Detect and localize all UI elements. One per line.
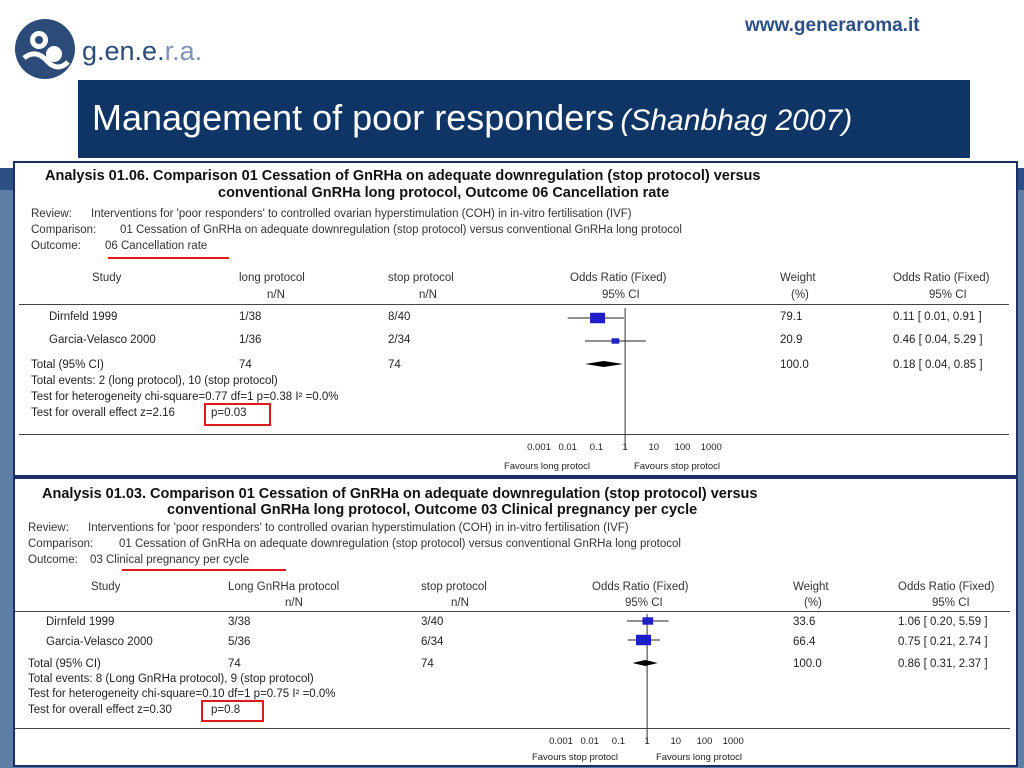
col-group1: long protocol xyxy=(239,272,305,284)
axis-tick-label: 0.1 xyxy=(589,442,604,453)
axis-tick-label: 100 xyxy=(674,442,691,453)
outcome-label: Outcome: xyxy=(28,554,78,566)
comparison-label: Comparison: xyxy=(28,538,94,550)
total-g2: 74 xyxy=(421,658,434,670)
axis-tick-label: 0.01 xyxy=(558,442,577,453)
total-ci: 0.86 [ 0.31, 2.37 ] xyxy=(898,658,988,670)
axis-tick-label: 1000 xyxy=(722,736,744,747)
axis-tick-label: 10 xyxy=(670,736,682,747)
total-g2: 74 xyxy=(388,359,401,371)
heterogeneity-test: Test for heterogeneity chi-square=0.10 df=1 p=0.75 I² =0.0% xyxy=(28,688,336,700)
col-weight-sub: (%) xyxy=(791,289,809,301)
col-group1-sub: n/N xyxy=(285,597,303,609)
col-or2: Odds Ratio (Fixed) xyxy=(898,581,995,593)
table-row-g2: 3/40 xyxy=(421,616,444,628)
table-row-ci: 1.06 [ 0.20, 5.59 ] xyxy=(898,616,988,628)
col-study: Study xyxy=(92,272,122,284)
col-group1: Long GnRHa protocol xyxy=(228,581,340,593)
review-text: Interventions for 'poor responders' to controlled ovarian hyperstimulation (COH) in in-vitro fertilisation (IVF) xyxy=(91,208,632,220)
forest-plot xyxy=(15,479,1016,765)
table-row-weight: 79.1 xyxy=(780,311,803,323)
table-row-study: Garcia-Velasco 2000 xyxy=(49,334,156,346)
col-group2: stop protocol xyxy=(388,272,454,284)
outcome-text: 03 Clinical pregnancy per cycle xyxy=(90,554,250,566)
p-value: p=0.8 xyxy=(211,704,241,716)
axis-tick-label: 10 xyxy=(648,442,660,453)
axis-tick-label: 1 xyxy=(644,736,650,747)
comparison-text: 01 Cessation of GnRHa on adequate downregulation (stop protocol) versus conventional GnRHa long protocol xyxy=(119,538,681,550)
total-weight: 100.0 xyxy=(793,658,822,670)
analysis-heading: Analysis 01.03. Comparison 01 Cessation of GnRHa on adequate downregulation (stop protocol) versus xyxy=(42,486,758,502)
col-or-sub: 95% CI xyxy=(602,289,640,301)
title-citation: (Shanbhag 2007) xyxy=(620,104,853,137)
slide-title: Management of poor responders (Shanbhag 2007) xyxy=(92,97,853,138)
total-events: Total events: 2 (long protocol), 10 (stop protocol) xyxy=(31,375,278,387)
axis-tick-label: 1 xyxy=(622,442,628,453)
comparison-text: 01 Cessation of GnRHa on adequate downregulation (stop protocol) versus conventional GnRHa long protocol xyxy=(120,224,682,236)
col-or2-sub: 95% CI xyxy=(932,597,970,609)
analysis-heading-line2: conventional GnRHa long protocol, Outcome 06 Cancellation rate xyxy=(218,185,670,201)
col-or2: Odds Ratio (Fixed) xyxy=(893,272,990,284)
col-or2-sub: 95% CI xyxy=(929,289,967,301)
total-label: Total (95% CI) xyxy=(28,658,101,670)
overall-effect-test: Test for overall effect z=0.30 xyxy=(28,704,172,716)
comparison-label: Comparison: xyxy=(31,224,97,236)
col-weight: Weight xyxy=(780,272,816,284)
study-marker xyxy=(612,338,620,343)
col-or: Odds Ratio (Fixed) xyxy=(570,272,667,284)
col-group2: stop protocol xyxy=(421,581,487,593)
study-marker xyxy=(636,635,651,646)
analysis-heading-line2: conventional GnRHa long protocol, Outcome 03 Clinical pregnancy per cycle xyxy=(167,502,698,518)
pooled-diamond xyxy=(633,660,658,666)
table-row-g2: 8/40 xyxy=(388,311,411,323)
table-row-ci: 0.75 [ 0.21, 2.74 ] xyxy=(898,636,988,648)
table-row-weight: 66.4 xyxy=(793,636,816,648)
col-weight-sub: (%) xyxy=(804,597,822,609)
p-value: p=0.03 xyxy=(211,407,247,419)
total-events: Total events: 8 (Long GnRHa protocol), 9 (stop protocol) xyxy=(28,673,314,685)
title-bar xyxy=(78,80,970,158)
col-weight: Weight xyxy=(793,581,829,593)
total-g1: 74 xyxy=(239,359,252,371)
col-study: Study xyxy=(91,581,121,593)
table-row-study: Garcia-Velasco 2000 xyxy=(46,636,153,648)
study-marker xyxy=(642,617,653,624)
overall-effect-test: Test for overall effect z=2.16 xyxy=(31,407,175,419)
total-weight: 100.0 xyxy=(780,359,809,371)
table-row-study: Dirnfeld 1999 xyxy=(46,616,115,628)
table-row-g1: 3/38 xyxy=(228,616,251,628)
axis-tick-label: 0.1 xyxy=(611,736,626,747)
favours-right-label: Favours long protocl xyxy=(655,752,743,763)
table-row-g1: 1/38 xyxy=(239,311,262,323)
outcome-label: Outcome: xyxy=(31,240,81,252)
total-g1: 74 xyxy=(228,658,241,670)
col-group2-sub: n/N xyxy=(419,289,437,301)
site-url[interactable]: www.generaroma.it xyxy=(745,15,920,36)
table-row-weight: 20.9 xyxy=(780,334,803,346)
total-ci: 0.18 [ 0.04, 0.85 ] xyxy=(893,359,983,371)
table-row-g2: 2/34 xyxy=(388,334,411,346)
study-marker xyxy=(590,313,605,324)
col-or: Odds Ratio (Fixed) xyxy=(592,581,689,593)
col-group1-sub: n/N xyxy=(267,289,285,301)
favours-right-label: Favours stop protocl xyxy=(633,461,721,472)
analysis-heading: Analysis 01.06. Comparison 01 Cessation of GnRHa on adequate downregulation (stop protocol) versus xyxy=(45,168,761,184)
col-or-sub: 95% CI xyxy=(625,597,663,609)
axis-tick-label: 0.001 xyxy=(527,442,551,453)
total-label: Total (95% CI) xyxy=(31,359,104,371)
forest-plot-panel-pregnancy xyxy=(13,477,1018,767)
review-label: Review: xyxy=(31,208,72,220)
heterogeneity-test: Test for heterogeneity chi-square=0.77 df=1 p=0.38 I² =0.0% xyxy=(31,391,339,403)
table-row-g2: 6/34 xyxy=(421,636,444,648)
axis-tick-label: 0.01 xyxy=(580,736,599,747)
axis-tick-label: 100 xyxy=(696,736,713,747)
col-group2-sub: n/N xyxy=(451,597,469,609)
logo-wordmark: g.en.e.r.a. xyxy=(82,36,203,66)
review-text: Interventions for 'poor responders' to controlled ovarian hyperstimulation (COH) in in-vitro fertilisation (IVF) xyxy=(88,522,629,534)
axis-tick-label: 1000 xyxy=(700,442,722,453)
table-row-ci: 0.11 [ 0.01, 0.91 ] xyxy=(893,311,982,323)
table-row-g1: 5/36 xyxy=(228,636,251,648)
forest-plot xyxy=(15,163,1016,475)
table-row-ci: 0.46 [ 0.04, 5.29 ] xyxy=(893,334,983,346)
review-label: Review: xyxy=(28,522,69,534)
table-row-weight: 33.6 xyxy=(793,616,816,628)
table-row-g1: 1/36 xyxy=(239,334,262,346)
favours-left-label: Favours long protocl xyxy=(503,461,591,472)
outcome-text: 06 Cancellation rate xyxy=(105,240,208,252)
table-row-study: Dirnfeld 1999 xyxy=(49,311,118,323)
pooled-diamond xyxy=(585,361,623,367)
genera-logo-icon xyxy=(14,18,76,80)
axis-tick-label: 0.001 xyxy=(549,736,573,747)
forest-plot-panel-cancellation xyxy=(13,161,1018,477)
favours-left-label: Favours stop protocl xyxy=(531,752,619,763)
